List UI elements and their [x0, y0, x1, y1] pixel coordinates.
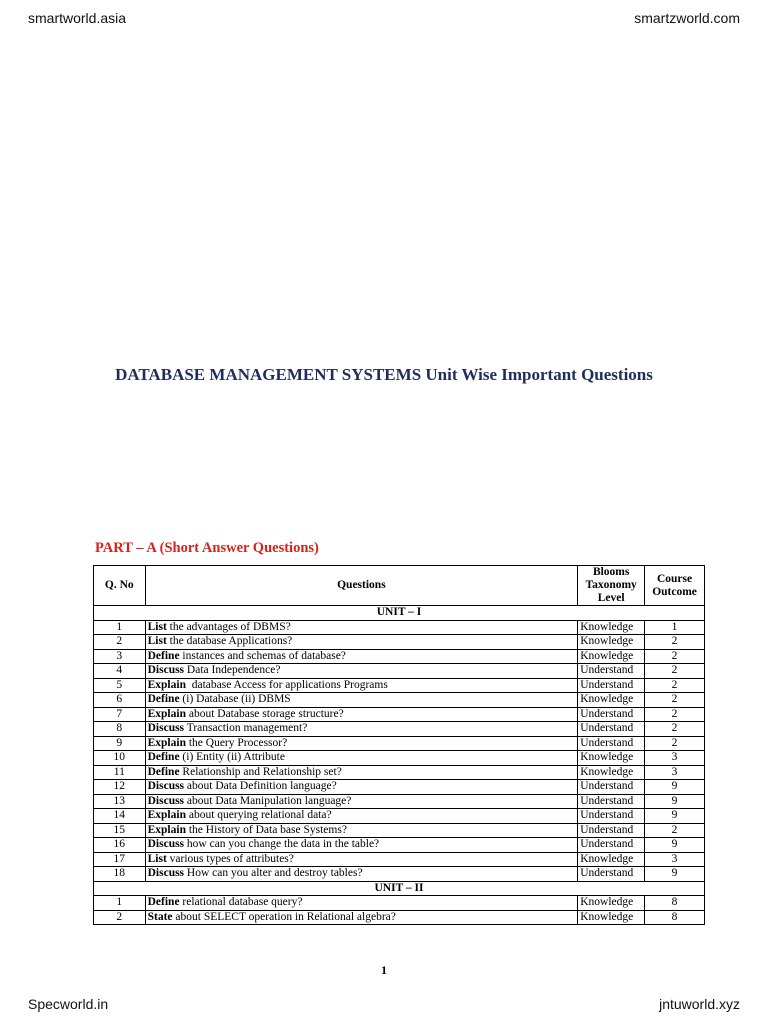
question-text: about SELECT operation in Relational algebra? [172, 910, 396, 923]
page-number: 1 [381, 963, 387, 977]
question-verb: Discuss [147, 780, 185, 793]
blooms-level: Knowledge [578, 620, 645, 635]
question-verb: Explain [147, 736, 186, 749]
blooms-level: Understand [578, 838, 645, 853]
course-outcome: 2 [645, 635, 705, 650]
question-number: 3 [94, 649, 146, 664]
table-row [94, 765, 705, 780]
blooms-level: Knowledge [578, 693, 645, 708]
question-number: 16 [94, 838, 146, 853]
header-blooms-line1: Blooms [592, 566, 630, 578]
watermark-bottom-right: jntuworld.xyz [659, 996, 740, 1012]
blooms-level: Knowledge [578, 852, 645, 867]
question-cell [145, 852, 578, 867]
table-row [94, 707, 705, 722]
watermark-bottom-left: Specworld.in [28, 996, 109, 1012]
table-row [94, 838, 705, 853]
course-outcome: 8 [645, 896, 705, 911]
question-text: (i) Entity (ii) Attribute [179, 751, 285, 764]
course-outcome: 2 [645, 664, 705, 679]
blooms-level: Knowledge [578, 635, 645, 650]
question-text: database Access for applications Programs [185, 678, 388, 691]
table-body [94, 606, 705, 925]
question-verb: List [147, 852, 167, 865]
table-row [94, 678, 705, 693]
course-outcome: 9 [645, 838, 705, 853]
course-outcome: 9 [645, 794, 705, 809]
blooms-level: Understand [578, 664, 645, 679]
question-cell [145, 620, 578, 635]
table-row [94, 896, 705, 911]
course-outcome: 2 [645, 693, 705, 708]
question-cell [145, 867, 578, 882]
question-text: about Data Manipulation language? [184, 794, 352, 807]
watermark-top-left: smartworld.asia [28, 10, 127, 26]
header-course-line2: Outcome [652, 585, 697, 598]
blooms-level: Knowledge [578, 765, 645, 780]
blooms-level: Understand [578, 707, 645, 722]
question-cell [145, 693, 578, 708]
course-outcome: 2 [645, 736, 705, 751]
question-verb: Discuss [147, 794, 185, 807]
blooms-level: Knowledge [578, 910, 645, 925]
question-text: Relationship and Relationship set? [179, 765, 342, 778]
question-number: 9 [94, 736, 146, 751]
blooms-level: Understand [578, 867, 645, 882]
question-cell [145, 780, 578, 795]
question-verb: Define [147, 765, 180, 778]
questions-table [93, 565, 705, 925]
question-number: 2 [94, 635, 146, 650]
question-verb: Explain [147, 823, 186, 836]
question-verb: Discuss [147, 867, 185, 880]
question-number: 10 [94, 751, 146, 766]
question-text: Data Independence? [184, 664, 281, 677]
question-text: about Data Definition language? [184, 780, 337, 793]
question-cell [145, 809, 578, 824]
question-verb: Define [147, 649, 180, 662]
question-cell [145, 635, 578, 650]
table-header-row [94, 566, 705, 606]
table-row [94, 635, 705, 650]
table-row [94, 910, 705, 925]
course-outcome: 2 [645, 678, 705, 693]
question-text: How can you alter and destroy tables? [184, 867, 363, 880]
blooms-level: Understand [578, 736, 645, 751]
question-verb: Explain [147, 809, 186, 822]
table-row [94, 867, 705, 882]
unit-row [94, 606, 705, 621]
question-number: 15 [94, 823, 146, 838]
question-verb: Discuss [147, 838, 185, 851]
header-blooms-level [578, 566, 645, 606]
question-text: about Database storage structure? [185, 707, 344, 720]
document-title: DATABASE MANAGEMENT SYSTEMS Unit Wise Important Questions [115, 365, 653, 384]
question-verb: Discuss [147, 664, 185, 677]
question-verb: State [147, 910, 173, 923]
course-outcome: 9 [645, 780, 705, 795]
table-row [94, 620, 705, 635]
question-verb: Explain [147, 678, 186, 691]
table-row [94, 722, 705, 737]
table-row [94, 736, 705, 751]
question-number: 14 [94, 809, 146, 824]
part-a-heading: PART – A (Short Answer Questions) [95, 540, 319, 556]
question-text: various types of attributes? [166, 852, 294, 865]
question-number: 12 [94, 780, 146, 795]
question-verb: Define [147, 896, 180, 909]
question-number: 2 [94, 910, 146, 925]
question-verb: Define [147, 693, 180, 706]
question-text: instances and schemas of database? [179, 649, 346, 662]
question-number: 4 [94, 664, 146, 679]
blooms-level: Understand [578, 823, 645, 838]
course-outcome: 2 [645, 707, 705, 722]
question-cell [145, 838, 578, 853]
question-number: 6 [94, 693, 146, 708]
table-row [94, 794, 705, 809]
question-number: 5 [94, 678, 146, 693]
question-number: 1 [94, 896, 146, 911]
question-text: how can you change the data in the table? [184, 838, 380, 851]
question-cell [145, 751, 578, 766]
course-outcome: 2 [645, 722, 705, 737]
table-row [94, 693, 705, 708]
blooms-level: Knowledge [578, 751, 645, 766]
question-cell [145, 765, 578, 780]
header-course-outcome [645, 566, 705, 606]
header-blooms-line2: Taxonomy [585, 579, 637, 591]
question-cell [145, 823, 578, 838]
question-text: the Query Processor? [185, 736, 288, 749]
unit-row [94, 881, 705, 896]
question-verb: Discuss [147, 722, 185, 735]
question-cell [145, 910, 578, 925]
question-number: 8 [94, 722, 146, 737]
course-outcome: 2 [645, 823, 705, 838]
question-text: the database Applications? [166, 635, 293, 648]
course-outcome: 3 [645, 852, 705, 867]
question-number: 11 [94, 765, 146, 780]
header-questions: Questions [145, 566, 578, 606]
course-outcome: 2 [645, 649, 705, 664]
question-text: the History of Data base Systems? [185, 823, 347, 836]
course-outcome: 1 [645, 620, 705, 635]
question-verb: List [147, 620, 167, 633]
question-cell [145, 794, 578, 809]
question-cell [145, 707, 578, 722]
course-outcome: 9 [645, 809, 705, 824]
unit-label: UNIT – II [94, 881, 705, 896]
question-text: relational database query? [179, 896, 303, 909]
table-row [94, 852, 705, 867]
blooms-level: Understand [578, 780, 645, 795]
question-number: 13 [94, 794, 146, 809]
question-text: the advantages of DBMS? [166, 620, 291, 633]
question-cell [145, 722, 578, 737]
question-number: 17 [94, 852, 146, 867]
blooms-level: Knowledge [578, 896, 645, 911]
question-cell [145, 896, 578, 911]
question-verb: Explain [147, 707, 186, 720]
question-cell [145, 736, 578, 751]
table-row [94, 823, 705, 838]
question-text: about querying relational data? [185, 809, 332, 822]
header-course-line1: Course [656, 572, 693, 585]
question-verb: List [147, 635, 167, 648]
blooms-level: Understand [578, 722, 645, 737]
question-cell [145, 664, 578, 679]
blooms-level: Understand [578, 794, 645, 809]
course-outcome: 3 [645, 751, 705, 766]
table-row [94, 649, 705, 664]
course-outcome: 3 [645, 765, 705, 780]
question-cell [145, 678, 578, 693]
table-row [94, 809, 705, 824]
blooms-level: Knowledge [578, 649, 645, 664]
question-number: 18 [94, 867, 146, 882]
question-number: 7 [94, 707, 146, 722]
question-cell [145, 649, 578, 664]
header-qno: Q. No [94, 566, 146, 606]
question-text: (i) Database (ii) DBMS [179, 693, 291, 706]
header-blooms-line3: Level [597, 592, 625, 604]
course-outcome: 8 [645, 910, 705, 925]
table-row [94, 751, 705, 766]
watermark-top-right: smartzworld.com [634, 10, 740, 26]
blooms-level: Understand [578, 809, 645, 824]
question-verb: Define [147, 751, 180, 764]
question-number: 1 [94, 620, 146, 635]
question-text: Transaction management? [184, 722, 308, 735]
blooms-level: Understand [578, 678, 645, 693]
unit-label: UNIT – I [94, 606, 705, 621]
table-row [94, 664, 705, 679]
course-outcome: 9 [645, 867, 705, 882]
table-row [94, 780, 705, 795]
